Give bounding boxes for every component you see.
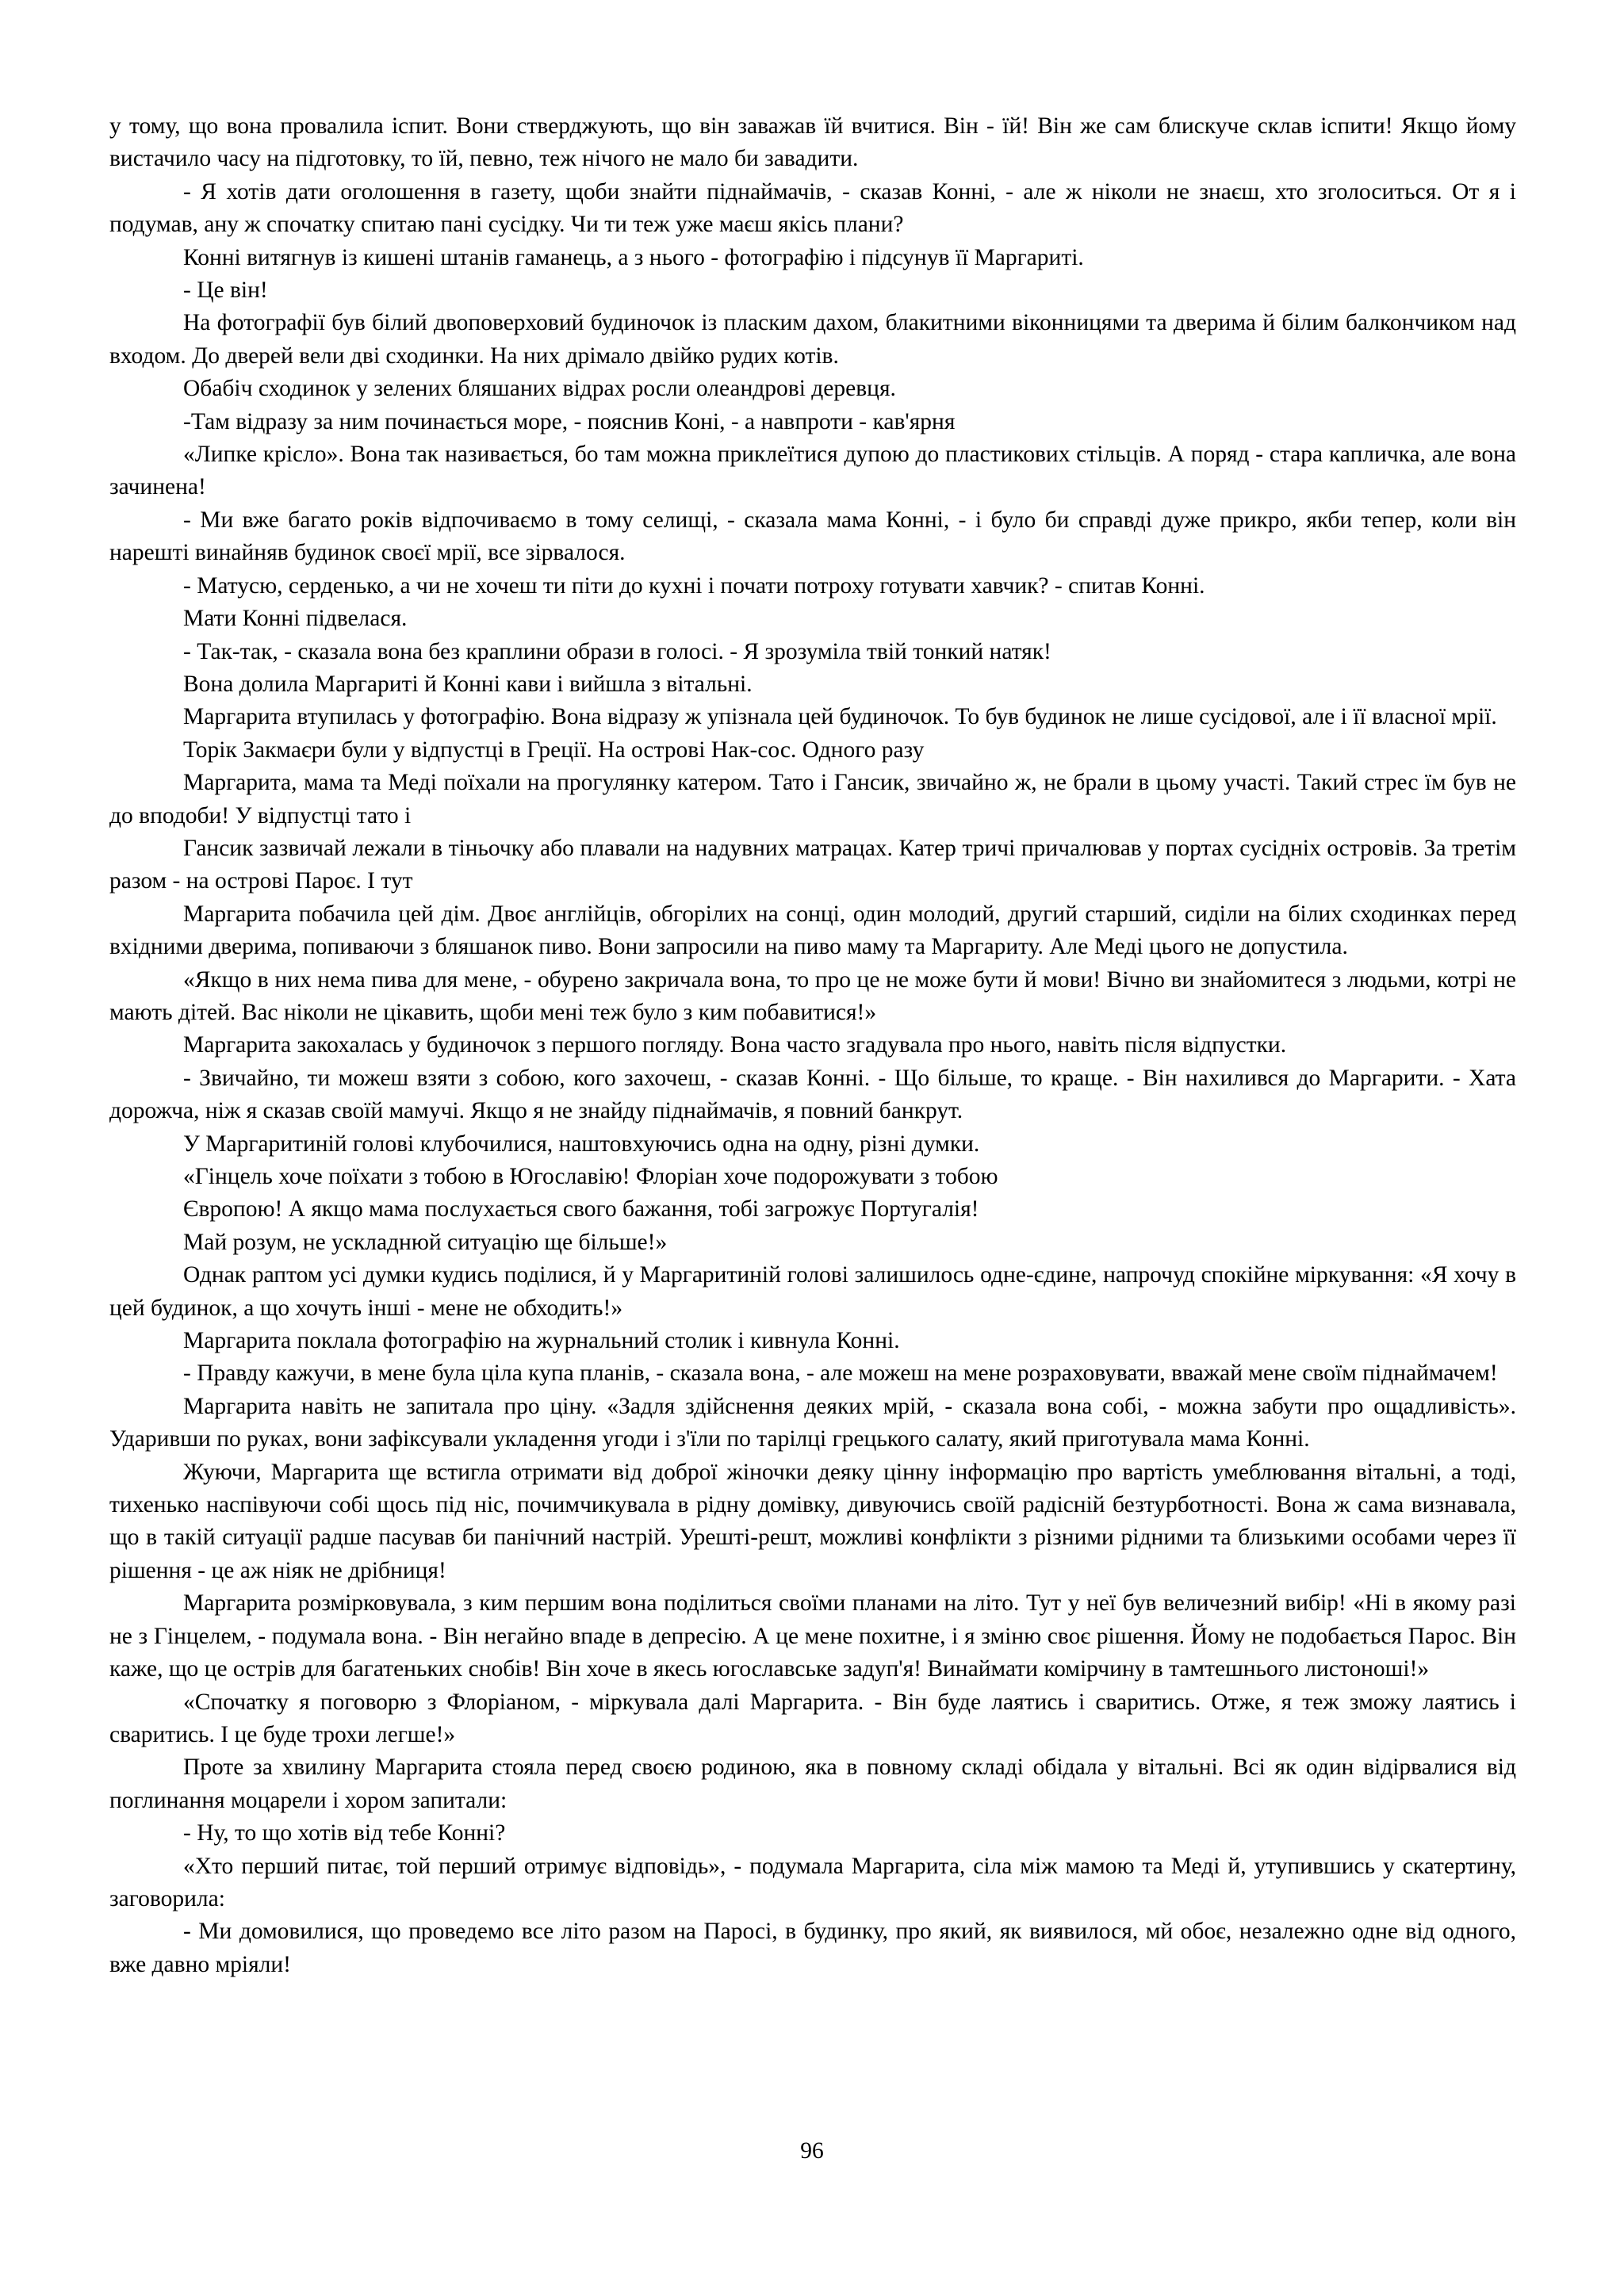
paragraph: «Хто перший питає, той перший отримує відповідь», - подумала Маргарита, сіла між мамою та Меді й, утупившись у скатертину, заговорила: xyxy=(109,1853,1516,1911)
paragraph: «Спочатку я поговорю з Флоріаном, - міркувала далі Маргарита. - Він буде лаятись і сваритись. Отже, я теж зможу лаятись і сваритись. І це буде трохи легше!» xyxy=(109,1689,1516,1747)
paragraph: Маргарита навіть не запитала про ціну. «Задля здійснення деяких мрій, - сказала вона собі, - можна забути про ощадливість». Ударивши по руках, вони зафіксували укладення угоди і з'їли по тарілці грецького салату, який приготувала мама Конні. xyxy=(109,1393,1516,1452)
paragraph: Обабіч сходинок у зелених бляшаних відрах росли олеандрові деревця. xyxy=(183,376,896,402)
paragraph: - Ми вже багато років відпочиваємо в тому селищі, - сказала мама Конні, - і було би справді дуже прикро, якби тепер, коли він нарешті винайняв будинок своєї мрії, все зірвалося. xyxy=(109,507,1516,566)
paragraph: Мати Конні підвелася. xyxy=(183,606,408,632)
paragraph: Торік Закмаєри були у відпустці в Греції. На острові Нак-сос. Одного разу xyxy=(183,737,925,763)
paragraph: Європою! А якщо мама послухається свого бажання, тобі загрожує Португалія! xyxy=(183,1196,979,1223)
paragraph: Однак раптом усі думки кудись поділися, й у Маргаритиній голові залишилось одне-єдине, напрочуд спокійне міркування: «Я хочу в цей будинок, а що хочуть інші - мене не обходить!» xyxy=(109,1262,1516,1321)
paragraph: у тому, що вона провалила іспит. Вони стверджують, що він заважав їй вчитися. Він - їй! Він же сам блискуче склав іспити! Якщо йому вистачило часу на підготовку, то їй, певно, теж нічого не мало би завадити. xyxy=(109,113,1516,172)
paragraph: Маргарита, мама та Меді поїхали на прогулянку катером. Тато і Гансик, звичайно ж, не брали в цьому участі. Такий стрес їм був не до вподоби! У відпустці тато і xyxy=(109,770,1516,828)
paragraph: - Звичайно, ти можеш взяти з собою, кого захочеш, - сказав Конні. - Що більше, то краще. - Він нахилився до Маргарити. - Хата дорожча, ніж я сказав своїй мамучі. Якщо я не знайду піднаймачів, я повний банкрут. xyxy=(109,1065,1516,1124)
paragraph: «Липке крісло». Вона так називається, бо там можна приклеїтися дупою до пластикових стільців. А поряд - стара капличка, але вона зачинена! xyxy=(109,442,1516,500)
paragraph: - Це він! xyxy=(183,277,268,304)
paragraph: Конні витягнув із кишені штанів гаманець, а з нього - фотографію і підсунув її Маргариті. xyxy=(183,244,1084,270)
paragraph: Маргарита закохалась у будиночок з першого погляду. Вона часто згадувала про нього, навіть після відпустки. xyxy=(183,1032,1287,1058)
paragraph: Проте за хвилину Маргарита стояла перед своєю родиною, яка в повному складі обідала у вітальні. Всі як один відірвалися від поглинання моцарели і хором запитали: xyxy=(109,1755,1516,1813)
paragraph: - Я хотів дати оголошення в газету, щоби знайти піднаймачів, - сказав Конні, - але ж ніколи не знаєш, хто зголоситься. От я і подумав, ану ж спочатку спитаю пані сусідку. Чи ти теж уже маєш якісь плани? xyxy=(109,178,1516,238)
paragraph: Маргарита розмірковувала, з ким першим вона поділиться своїми планами на літо. Тут у неї був величезний вибір! «Ні в якому разі не з Гінцелем, - подумала вона. - Він негайно впаде в депресію. А це мене похитне, і я зміню своє рішення. Йому не подобається Парос. Він каже, що це острів для багатеньких снобів! Він хоче в якесь югославське задуп'я! Винаймати комірчину в тамтешнього листоноші!» xyxy=(109,1590,1516,1682)
paragraph: - Так-так, - сказала вона без краплини образи в голосі. - Я зрозуміла твій тонкий натяк! xyxy=(183,638,1051,664)
paragraph: - Матусю, серденько, а чи не хочеш ти піти до кухні і почати потроху готувати хавчик? - спитав Конні. xyxy=(183,572,1205,599)
page-number: 96 xyxy=(800,2138,824,2164)
paragraph: Май розум, не ускладнюй ситуацію ще більше!» xyxy=(183,1229,668,1255)
paragraph: - Ми домовилися, що проведемо все літо разом на Паросі, в будинку, про який, як виявилося, мй обоє, незалежно одне від одного, вже давно мріяли! xyxy=(109,1919,1516,1977)
paragraph: - Правду кажучи, в мене була ціла купа планів, - сказала вона, - але можеш на мене розраховувати, вважай мене своїм піднаймачем! xyxy=(183,1360,1498,1387)
paragraph: -Там відразу за ним починається море, - пояснив Коні, - а навпроти - кав'ярня xyxy=(183,408,956,434)
paragraph: Маргарита побачила цей дім. Двоє англійців, обгорілих на сонці, один молодий, другий старший, сиділи на білих сходинках перед вхідними дверима, попиваючи з бляшанок пиво. Вони запросили на пиво маму та Маргариту. Але Меді цього не допустила. xyxy=(109,901,1516,960)
paragraph: «Гінцель хоче поїхати з тобою в Югославію! Флоріан хоче подорожувати з тобою xyxy=(183,1164,998,1189)
paragraph: Гансик зазвичай лежали в тіньочку або плавали на надувних матрацах. Катер тричі причалював у портах сусідніх островів. За третім разом - на острові Пароє. І тут xyxy=(109,835,1516,894)
paragraph: - Ну, то що хотів від тебе Конні? xyxy=(183,1820,506,1846)
paragraph: Маргарита поклала фотографію на журнальний столик і кивнула Конні. xyxy=(183,1328,900,1354)
paragraph: На фотографії був білий двоповерховий будиночок із пласким дахом, блакитними віконницями та дверима й білим балкончиком над входом. До дверей вели дві сходинки. На них дрімало двійко рудих котів. xyxy=(109,310,1516,369)
body-text xyxy=(109,110,1516,1981)
paragraph: Вона долила Маргариті й Конні кави і вийшла з вітальні. xyxy=(183,671,753,697)
paragraph: Жуючи, Маргарита ще встигла отримати від доброї жіночки деяку цінну інформацію про вартість умеблювання вітальні, а тоді, тихенько наспівуючи собі щось під ніс, почимчикувала в рідну домівку, дивуючись своїй радісній безтурботності. Вона ж сама визнавала, що в такій ситуації радше пасував би панічний настрій. Урешті-решт, можливі конфлікти з різними рідними та близькими особами через її рішення - це аж ніяк не дрібниця! xyxy=(109,1459,1516,1583)
paragraph: У Маргаритиній голові клубочилися, наштовхуючись одна на одну, різні думки. xyxy=(183,1131,980,1157)
paragraph: «Якщо в них нема пива для мене, - обурено закричала вона, то про це не може бути й мови! Вічно ви знайомитеся з людьми, котрі не мають дітей. Вас ніколи не цікавить, щоби мені теж було з ким побавитися!» xyxy=(109,966,1516,1025)
paragraph: Маргарита втупилась у фотографію. Вона відразу ж упізнала цей будиночок. То був будинок не лише сусідової, але і її власної мрії. xyxy=(183,704,1497,730)
